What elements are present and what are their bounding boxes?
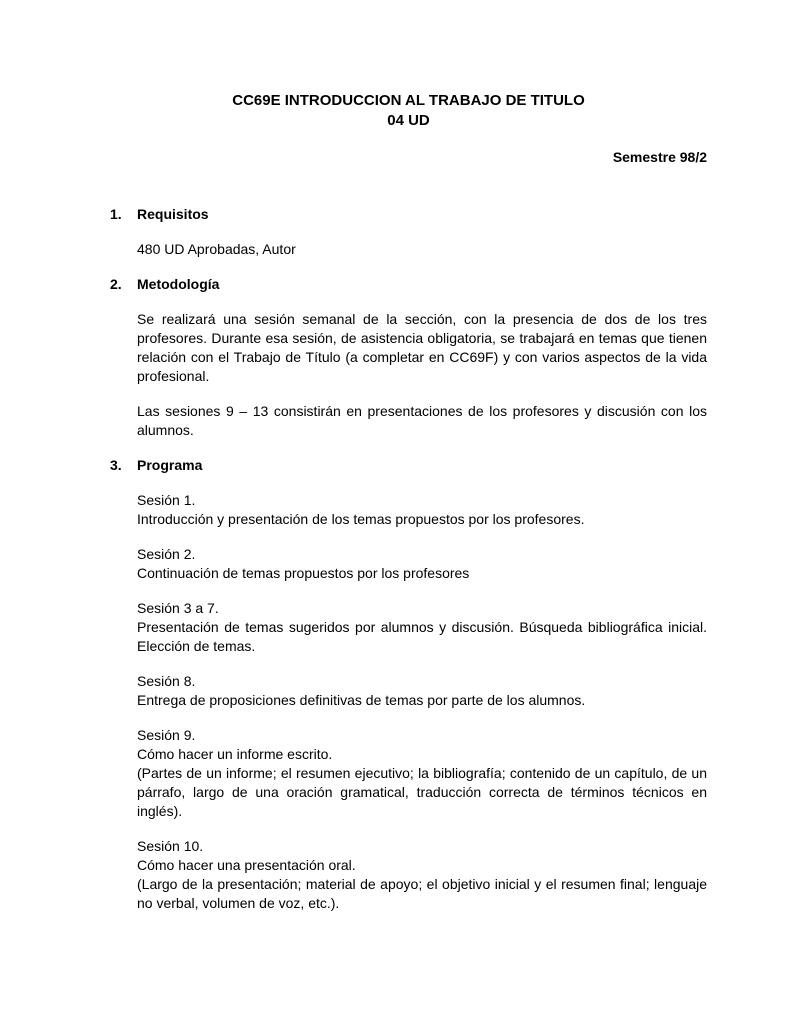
document-title	[110, 0, 707, 131]
section-number: 1.	[110, 206, 122, 222]
section-metodologia	[110, 275, 707, 440]
session-block-1	[137, 491, 707, 529]
document-body	[110, 205, 707, 913]
session-block-9	[137, 726, 707, 821]
semester-label: Semestre 98/2	[612, 149, 707, 165]
session-line: (Largo de la presentación; material de apoyo; el objetivo inicial y el resumen final; lenguaje no verbal, volumen de voz, etc.).	[137, 876, 707, 911]
section-number: 3.	[110, 457, 122, 473]
session-label: Sesión 1.	[137, 492, 196, 508]
course-code-title: CC69E INTRODUCCION AL TRABAJO DE TITULO	[232, 92, 585, 109]
session-label: Sesión 8.	[137, 673, 196, 689]
section-heading-label: Requisitos	[137, 206, 209, 222]
paragraph: Las sesiones 9 – 13 consistirán en presentaciones de los profesores y discusión con los alumnos.	[137, 403, 707, 438]
section-heading	[110, 205, 707, 224]
section-heading	[110, 456, 707, 475]
session-block-10	[137, 837, 707, 913]
course-units: 04 UD	[387, 112, 430, 129]
section-programa	[110, 456, 707, 913]
session-line: Continuación de temas propuestos por los profesores	[137, 565, 470, 581]
session-label: Sesión 2.	[137, 546, 196, 562]
session-line: Entrega de proposiciones definitivas de temas por parte de los alumnos.	[137, 692, 586, 708]
session-label: Sesión 9.	[137, 727, 196, 743]
session-line: (Partes de un informe; el resumen ejecutivo; la bibliografía; contenido de un capítulo, de un párrafo, largo de una oración gramatical, traducción correcta de términos técnicos en inglés).	[137, 765, 707, 819]
session-line: Presentación de temas sugeridos por alumnos y discusión. Búsqueda bibliográfica inicial. Elección de temas.	[137, 619, 707, 654]
session-label: Sesión 3 a 7.	[137, 600, 219, 616]
session-line: Introducción y presentación de los temas propuestos por los profesores.	[137, 511, 585, 527]
paragraph: 480 UD Aprobadas, Autor	[137, 241, 296, 257]
section-number: 2.	[110, 276, 122, 292]
paragraph: Se realizará una sesión semanal de la sección, con la presencia de dos de los tres profesores. Durante esa sesión, de asistencia obligatoria, se trabajará en temas que tienen relación con el Trabajo de Título (a completar en CC69F) y con varios aspectos de la vida profesional.	[137, 311, 707, 384]
session-block-3a7	[137, 599, 707, 656]
session-label: Sesión 10.	[137, 838, 204, 854]
session-block-2	[137, 545, 707, 583]
session-block-8	[137, 672, 707, 710]
section-heading-label: Metodología	[137, 276, 220, 292]
section-heading	[110, 275, 707, 294]
section-requisitos	[110, 205, 707, 259]
session-line: Cómo hacer un informe escrito.	[137, 746, 333, 762]
section-heading-label: Programa	[137, 457, 203, 473]
session-line: Cómo hacer una presentación oral.	[137, 857, 356, 873]
